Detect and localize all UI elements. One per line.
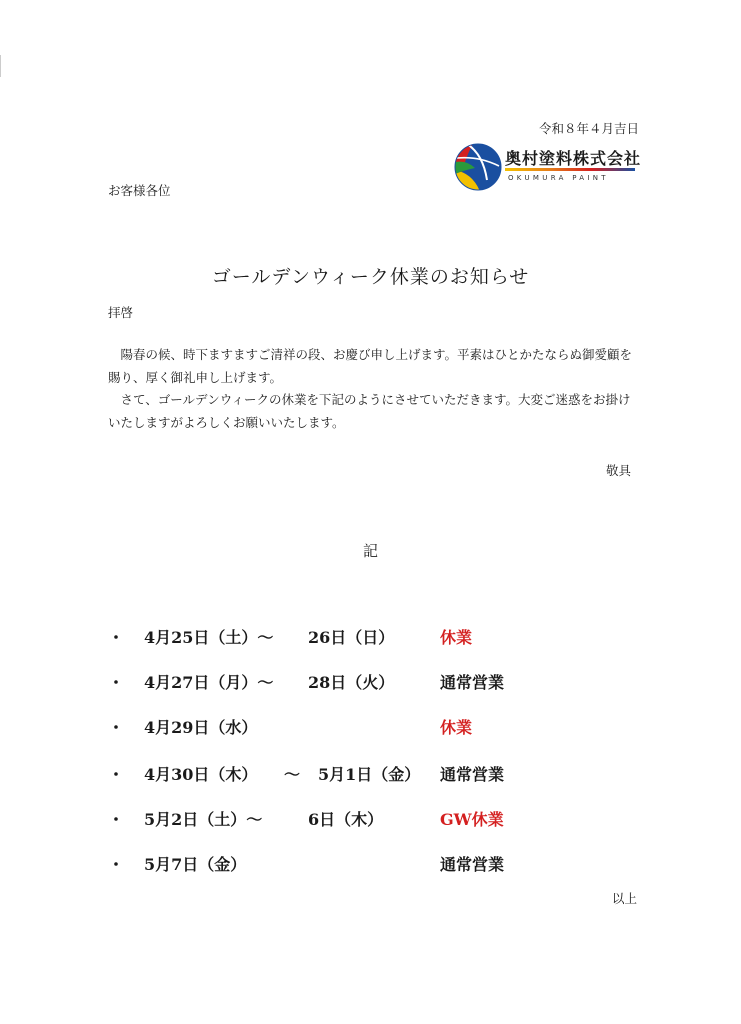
- status-label: 通常営業: [440, 673, 505, 692]
- status-label: 通常営業: [440, 855, 505, 874]
- date-start: 5月7日（金）: [144, 855, 247, 874]
- date-start: 4月25日（土）～: [144, 628, 274, 647]
- date-end: 28日（火）: [308, 673, 395, 692]
- status-label: 通常営業: [440, 765, 505, 784]
- ki-heading: 記: [362, 542, 378, 560]
- schedule-row: [108, 762, 628, 786]
- logo-globe-icon: [453, 140, 503, 194]
- page-title: ゴールデンウィーク休業のお知らせ: [211, 266, 530, 288]
- logo-company-name: 奥村塗料株式会社: [505, 149, 642, 168]
- body-paragraph-2: さて、ゴールデンウィークの休業を下記のようにさせていただきます。大変ご迷惑をお掛けいたしますがよろしくお願いいたします。: [108, 392, 631, 430]
- date-start: 5月2日（土）～: [144, 810, 263, 829]
- closing: 敬具: [605, 463, 631, 478]
- date-end: 5月1日（金）: [318, 765, 421, 784]
- greeting: 拝啓: [108, 305, 134, 320]
- bullet: ・: [108, 855, 125, 874]
- status-label: GW休業: [440, 810, 504, 829]
- status-label: 休業: [440, 718, 473, 737]
- ending: 以上: [611, 891, 637, 906]
- schedule-row: [108, 625, 628, 649]
- logo-stripe: [505, 168, 635, 171]
- status-label: 休業: [440, 628, 473, 647]
- date-end: 26日（日）: [308, 628, 395, 647]
- addressee: お客様各位: [108, 183, 171, 198]
- company-logo: [453, 140, 642, 196]
- bullet: ・: [108, 765, 125, 784]
- date-end: 6日（木）: [308, 810, 384, 829]
- schedule-row: [108, 807, 628, 831]
- bullet: ・: [108, 810, 125, 829]
- bullet: ・: [108, 718, 125, 737]
- date-start: 4月27日（月）～: [144, 673, 274, 692]
- date-start: 4月29日（水）: [144, 718, 258, 737]
- date-tilde: ～: [284, 765, 301, 784]
- body-paragraph-1: 陽春の候、時下ますますご清祥の段、お慶び申し上げます。平素はひとかたならぬ御愛顧を賜り、厚く御礼申し上げます。: [108, 347, 633, 385]
- body-text: [108, 344, 641, 434]
- schedule-row: [108, 670, 628, 694]
- date-start: 4月30日（木）: [144, 765, 258, 784]
- logo-company-name-en: OKUMURA PAINT: [508, 174, 609, 182]
- bullet: ・: [108, 628, 125, 647]
- schedule-row: [108, 715, 628, 739]
- page-edge-mark: [0, 55, 1, 77]
- schedule-row: [108, 852, 628, 876]
- issue-date: 令和８年４月吉日: [538, 121, 639, 136]
- bullet: ・: [108, 673, 125, 692]
